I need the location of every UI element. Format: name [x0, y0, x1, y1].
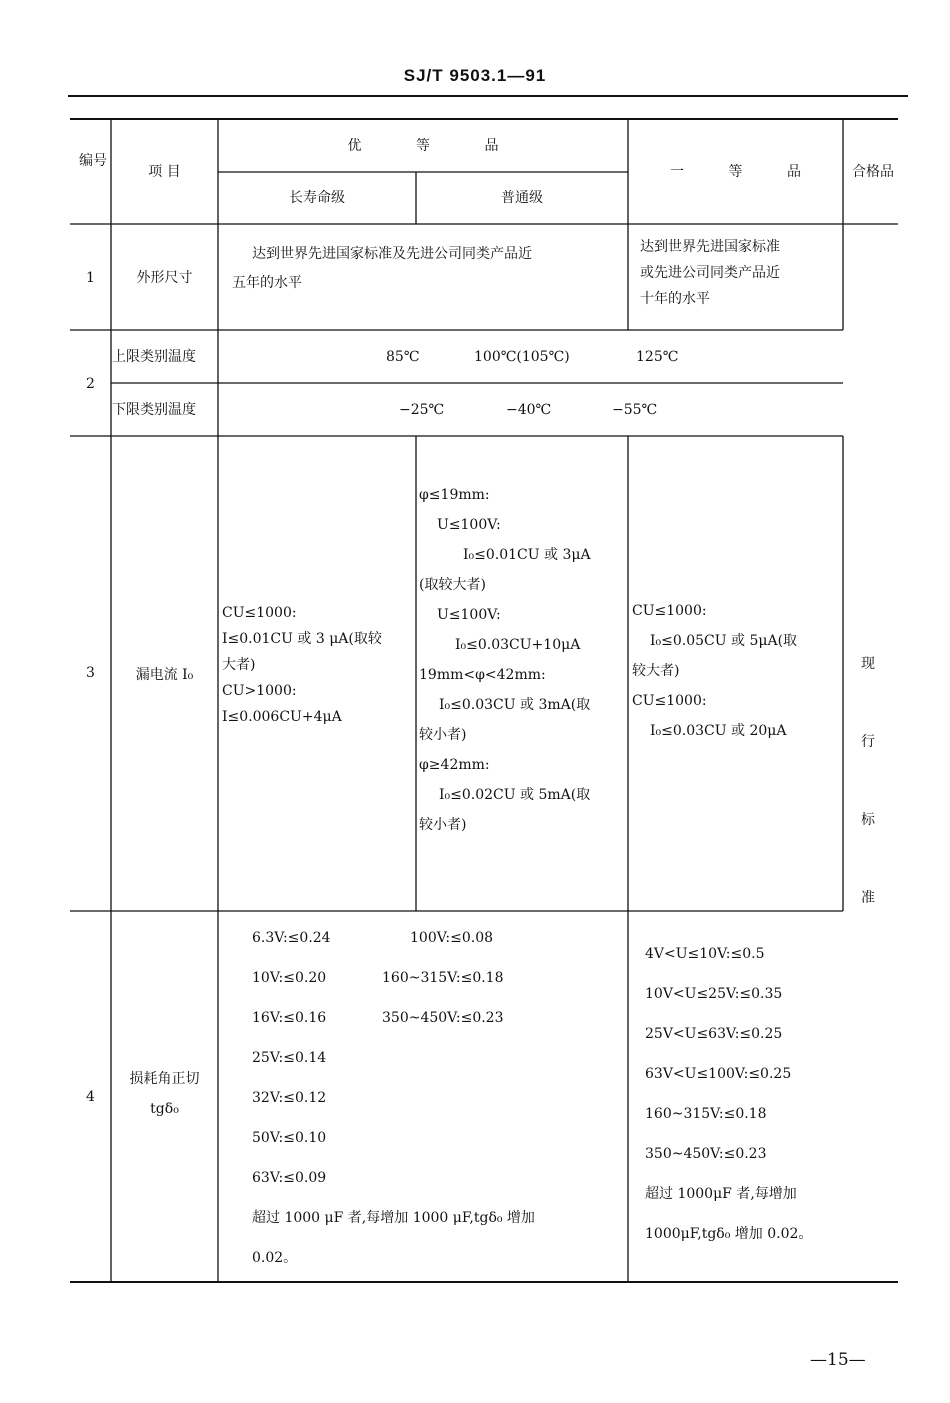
- row3-no: 3: [86, 665, 95, 681]
- upper-temp-100: 100℃(105℃): [474, 349, 570, 365]
- row4-first-class: 4V<U≤10V:≤0.5 10V<U≤25V:≤0.35 25V<U≤63V:≤0.25 63V<U≤100V:≤0.25 160~315V:≤0.18 350~450V:≤0.23 超过 1000μF 者,每增加 1000μF,tgδ₀ 增加 0.02。: [645, 946, 813, 1242]
- col-header-long-life: 长寿命级: [289, 190, 345, 206]
- upper-temp-85: 85℃: [386, 349, 420, 365]
- col-header-item: 项 目: [148, 164, 181, 180]
- row2-no: 2: [86, 376, 95, 392]
- row3-first-class: CU≤1000: I₀≤0.05CU 或 5μA(取 较大者) CU≤1000: I₀≤0.03CU 或 20μA: [632, 603, 798, 739]
- col-header-no: 编号: [79, 153, 107, 169]
- qualified-current-standard: 现 行 标 准: [861, 656, 875, 906]
- row3-item: 漏电流 I₀: [135, 667, 194, 683]
- row4-no: 4: [86, 1089, 95, 1105]
- row3-long-life: CU≤1000: I≤0.01CU 或 3 μA(取较 大者) CU>1000: I≤0.006CU+4μA: [222, 605, 382, 725]
- lower-temp-40: −40℃: [506, 402, 552, 418]
- lower-temp-25: −25℃: [399, 402, 445, 418]
- row3-ordinary: φ≤19mm: U≤100V: I₀≤0.01CU 或 3μA (取较大者) U≤100V: I₀≤0.03CU+10μA 19mm<φ<42mm: I₀≤0.03CU 或 3mA(取 较小者) φ≥42mm: I₀≤0.02CU 或 5mA(取 较小者): [419, 487, 591, 833]
- col-header-ordinary: 普通级: [501, 190, 543, 206]
- col-header-qualified: 合格品: [852, 164, 894, 180]
- col-header-premium: 优 等 品: [347, 138, 499, 154]
- document-header: SJ/T 9503.1—91: [403, 66, 547, 85]
- row2-lower-item: 下限类别温度: [112, 402, 196, 418]
- row1-item: 外形尺寸: [136, 270, 193, 286]
- row1-premium: 达到世界先进国家标准及先进公司同类产品近 五年的水平: [232, 246, 532, 291]
- row1-first-class: 达到世界先进国家标准 或先进公司同类产品近 十年的水平: [640, 239, 780, 307]
- row4-premium: 6.3V:≤0.24 100V:≤0.08 10V:≤0.20 160~315V:≤0.18 16V:≤0.16 350~450V:≤0.23 25V:≤0.14 32V:≤0.12 50V:≤0.10 63V:≤0.09 超过 1000 μF 者,每增加 1000 μF,tgδ₀ 增加 0.02。: [252, 930, 535, 1266]
- col-header-first-class: 一 等 品: [670, 164, 801, 180]
- page-number: —15—: [810, 1350, 866, 1370]
- row4-item: 损耗角正切 tgδ₀: [129, 1071, 200, 1117]
- upper-temp-125: 125℃: [636, 349, 679, 365]
- row1-no: 1: [86, 270, 95, 286]
- row2-upper-item: 上限类别温度: [112, 349, 196, 365]
- lower-temp-55: −55℃: [612, 402, 658, 418]
